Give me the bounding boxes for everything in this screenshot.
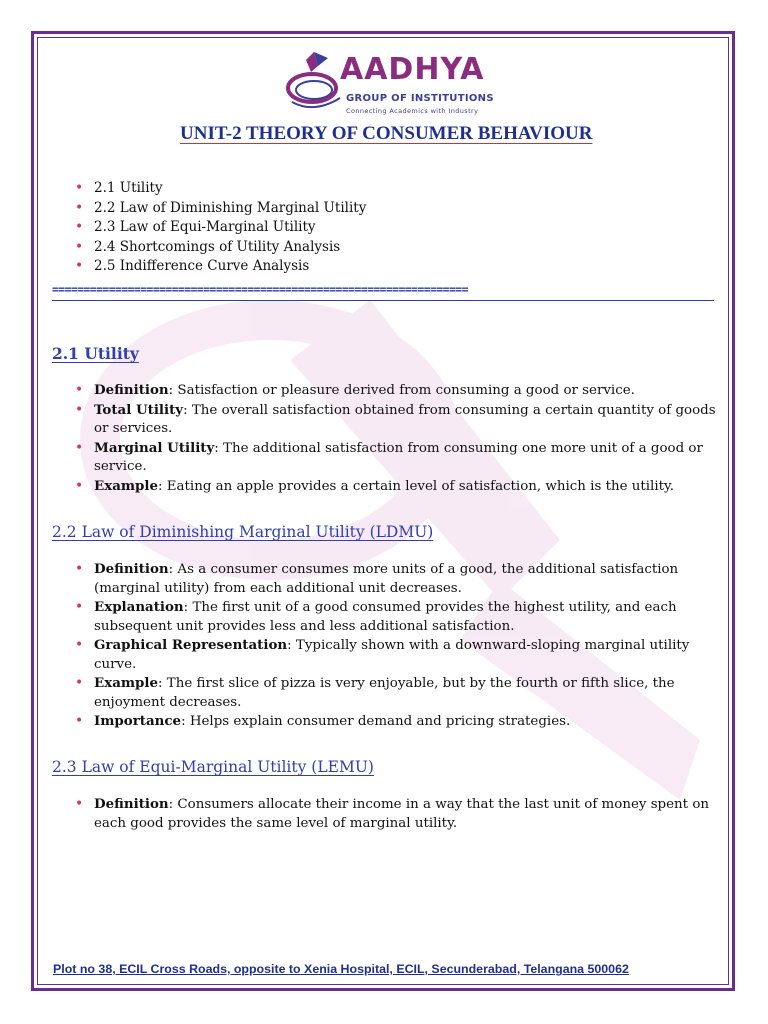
item-term: Definition (94, 796, 169, 812)
bullet-icon: • (75, 258, 84, 274)
bullet-icon: • (75, 180, 84, 196)
section-list-utility (75, 381, 727, 496)
list-item (75, 439, 727, 477)
logo-emblem-icon (284, 50, 344, 120)
item-term: Marginal Utility (94, 439, 215, 456)
item-term: Importance (94, 713, 182, 729)
bullet-icon: • (75, 382, 84, 398)
footer-address: Plot no 38, ECIL Cross Roads, opposite to Xenia Hospital, ECIL, Secunderabad, Telangana 500062 (53, 962, 629, 976)
toc-item (75, 179, 475, 199)
item-term: Graphical Representation (94, 637, 288, 653)
separator-line: ================================================================== (52, 283, 468, 296)
list-item (75, 381, 727, 401)
toc-item (75, 238, 475, 258)
bullet-icon: • (75, 401, 84, 418)
institution-logo (284, 50, 504, 122)
item-term: Definition (94, 382, 169, 398)
table-of-contents (75, 179, 475, 277)
bullet-icon: • (75, 561, 84, 577)
list-item (75, 795, 727, 833)
item-term: Definition (94, 561, 169, 577)
logo-subtitle: GROUP OF INSTITUTIONS (346, 93, 494, 104)
item-term: Example (94, 477, 159, 494)
item-text: : Satisfaction or pleasure derived from consuming a good or service. (168, 383, 635, 398)
item-text: : Eating an apple provides a certain level of satisfaction, which is the utility. (158, 478, 675, 494)
list-item (75, 477, 727, 497)
list-item (75, 674, 727, 712)
item-text: : Helps explain consumer demand and pricing strategies. (181, 714, 571, 729)
item-text: : The first unit of a good consumed provides the highest utility, and each subsequent unit provides less and less additional satisfaction. (94, 600, 677, 634)
bullet-icon: • (75, 713, 84, 729)
list-item (75, 401, 727, 439)
item-term: Total Utility (94, 401, 184, 418)
list-item (75, 712, 727, 732)
bullet-icon: • (75, 637, 84, 653)
item-text: : Typically shown with a downward-sloping marginal utility curve. (94, 638, 690, 672)
item-text: : The overall satisfaction obtained from consuming a certain quantity of goods or services. (94, 402, 716, 436)
toc-item (75, 218, 475, 238)
item-term: Example (94, 675, 159, 691)
toc-item (75, 199, 475, 219)
bullet-icon: • (75, 477, 84, 494)
section-heading-ldmu: 2.2 Law of Diminishing Marginal Utility (LDMU) (52, 523, 434, 541)
item-text: : As a consumer consumes more units of a good, the additional satisfaction (marginal utility) from each additional unit decreases. (94, 562, 679, 596)
toc-item (75, 257, 475, 277)
bullet-icon: • (75, 238, 84, 255)
section-heading-utility: 2.1 Utility (52, 344, 139, 363)
toc-item-label: 2.3 Law of Equi-Marginal Utility (94, 219, 316, 235)
logo-name: AADHYA (340, 52, 485, 87)
section-list-ldmu (75, 560, 727, 732)
item-text: : The additional satisfaction from consuming one more unit of a good or service. (94, 440, 703, 474)
item-text: : The first slice of pizza is very enjoyable, but by the fourth or fifth slice, the enjoyment decreases. (94, 676, 675, 710)
bullet-icon: • (75, 199, 84, 216)
list-item (75, 560, 727, 598)
separator-underline (52, 300, 714, 301)
toc-item-label: 2.2 Law of Diminishing Marginal Utility (94, 199, 367, 216)
toc-item-label: 2.1 Utility (94, 180, 163, 196)
bullet-icon: • (75, 675, 84, 691)
logo-tagline: Connecting Academics with Industry (346, 107, 479, 115)
toc-item-label: 2.5 Indifference Curve Analysis (94, 258, 310, 274)
bullet-icon: • (75, 219, 84, 235)
list-item (75, 636, 727, 674)
bullet-icon: • (75, 599, 84, 615)
toc-item-label: 2.4 Shortcomings of Utility Analysis (94, 238, 341, 255)
item-term: Explanation (94, 599, 184, 615)
bullet-icon: • (75, 796, 84, 812)
bullet-icon: • (75, 439, 84, 456)
section-list-lemu (75, 795, 727, 833)
list-item (75, 598, 727, 636)
page-title: UNIT-2 THEORY OF CONSUMER BEHAVIOUR (180, 123, 593, 144)
item-text: : Consumers allocate their income in a way that the last unit of money spent on each good provides the same level of marginal utility. (94, 797, 710, 831)
section-heading-lemu: 2.3 Law of Equi-Marginal Utility (LEMU) (52, 758, 374, 776)
